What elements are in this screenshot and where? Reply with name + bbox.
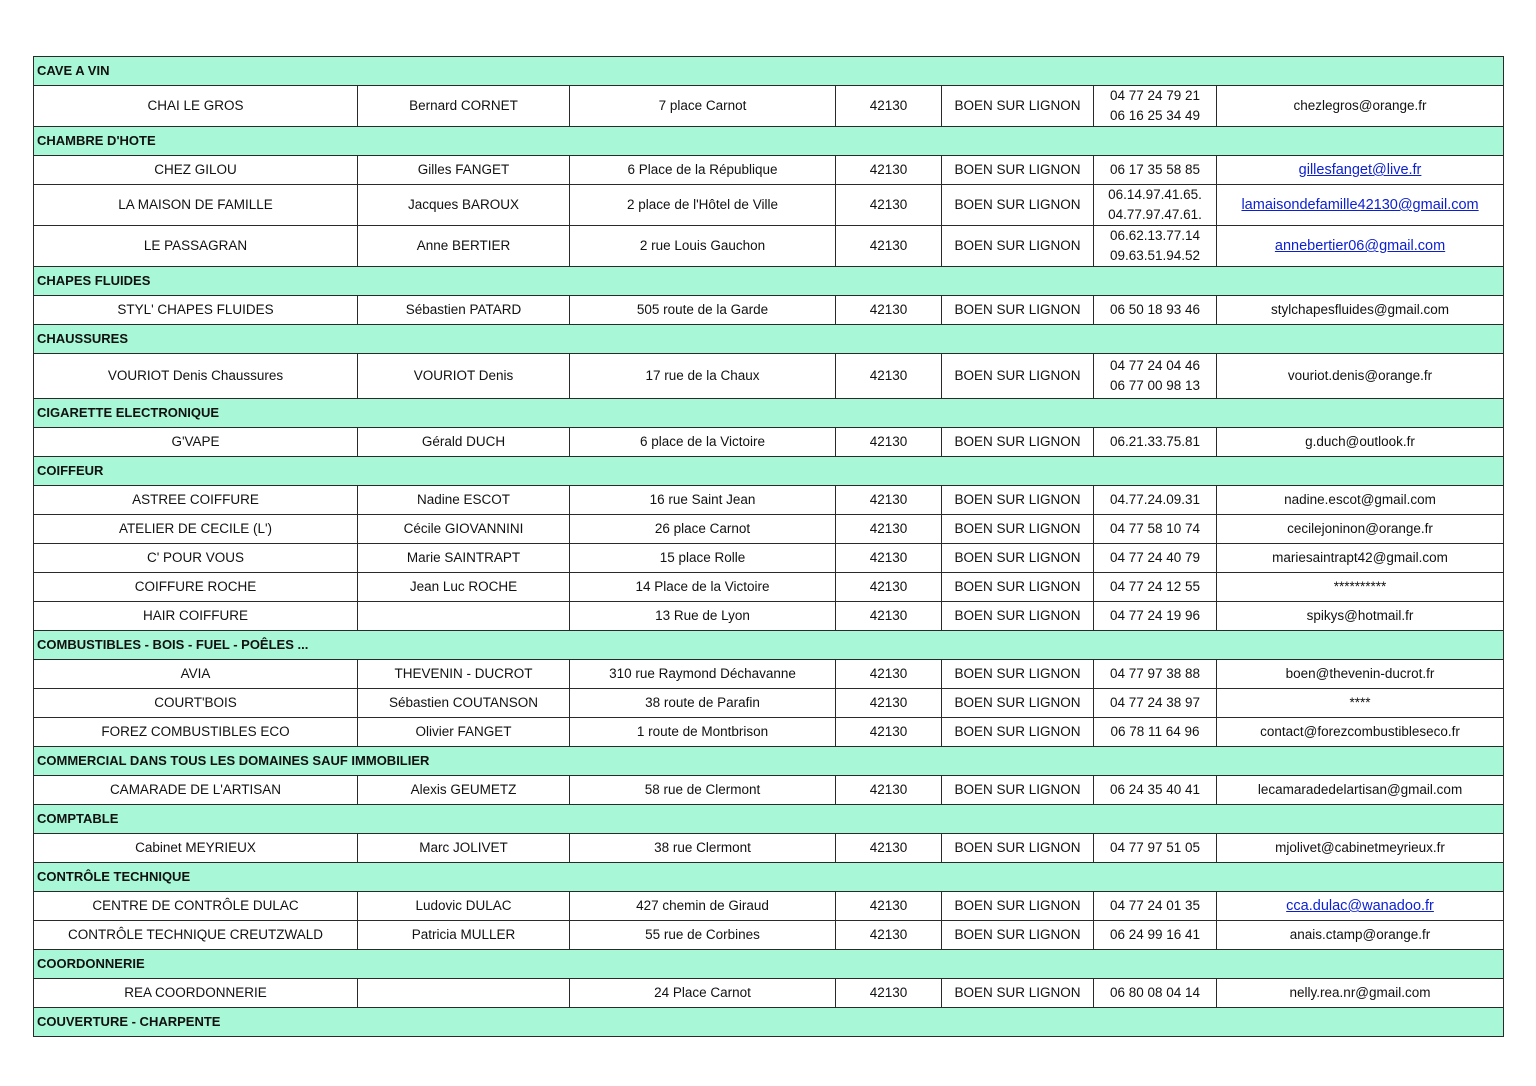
phone-cell [1094,428,1217,457]
phone-number: 04 77 58 10 74 [1109,521,1201,536]
contact-name-cell: Jean Luc ROCHE [358,573,570,602]
category-header-row [34,950,1504,979]
address-cell: 6 place de la Victoire [570,428,836,457]
table-row [34,185,1504,226]
email-link[interactable]: annebertier06@gmail.com [1274,238,1446,254]
phone-cell [1094,156,1217,185]
address-cell: 38 route de Parafin [570,689,836,718]
phone-number: 04 77 97 51 05 [1109,840,1201,855]
city-cell: BOEN SUR LIGNON [942,602,1094,631]
table-row [34,226,1504,267]
contact-name-cell: Gérald DUCH [358,428,570,457]
category-header-row [34,127,1504,156]
category-header-row [34,267,1504,296]
table-row [34,544,1504,573]
table-row [34,776,1504,805]
postal-code-cell: 42130 [836,979,942,1008]
email-cell: boen@thevenin-ducrot.fr [1217,660,1504,689]
postal-code-cell: 42130 [836,602,942,631]
email-cell [1217,185,1504,226]
phone-number: 04 77 24 12 55 [1109,579,1201,594]
address-cell: 310 rue Raymond Déchavanne [570,660,836,689]
email-cell [1217,226,1504,267]
city-cell: BOEN SUR LIGNON [942,660,1094,689]
phone-number: 04 77 24 01 35 [1109,898,1201,913]
city-cell: BOEN SUR LIGNON [942,86,1094,127]
city-cell: BOEN SUR LIGNON [942,718,1094,747]
contact-name-cell: Marc JOLIVET [358,834,570,863]
contact-name-cell [358,979,570,1008]
table-row [34,86,1504,127]
address-cell: 2 place de l'Hôtel de Ville [570,185,836,226]
contact-name-cell: THEVENIN - DUCROT [358,660,570,689]
directory-body [34,57,1504,1037]
city-cell: BOEN SUR LIGNON [942,689,1094,718]
category-label: CAVE A VIN [34,57,1504,86]
address-cell: 505 route de la Garde [570,296,836,325]
postal-code-cell: 42130 [836,226,942,267]
contact-name-cell: Patricia MULLER [358,921,570,950]
business-name-cell: C' POUR VOUS [34,544,358,573]
category-header-row [34,805,1504,834]
business-name-cell: CONTRÔLE TECHNIQUE CREUTZWALD [34,921,358,950]
city-cell: BOEN SUR LIGNON [942,156,1094,185]
phone-number: 04 77 24 19 96 [1109,608,1201,623]
postal-code-cell: 42130 [836,486,942,515]
business-name-cell: CAMARADE DE L'ARTISAN [34,776,358,805]
table-row [34,689,1504,718]
contact-name-cell: Gilles FANGET [358,156,570,185]
email-cell: spikys@hotmail.fr [1217,602,1504,631]
city-cell: BOEN SUR LIGNON [942,979,1094,1008]
phone-number: 06 24 35 40 41 [1109,782,1201,797]
postal-code-cell: 42130 [836,776,942,805]
business-name-cell: AVIA [34,660,358,689]
postal-code-cell: 42130 [836,185,942,226]
phone-number: 09.63.51.94.52 [1109,248,1201,263]
email-cell: mjolivet@cabinetmeyrieux.fr [1217,834,1504,863]
email-cell: lecamaradedelartisan@gmail.com [1217,776,1504,805]
postal-code-cell: 42130 [836,354,942,399]
email-cell: anais.ctamp@orange.fr [1217,921,1504,950]
table-row [34,892,1504,921]
city-cell: BOEN SUR LIGNON [942,185,1094,226]
phone-cell [1094,515,1217,544]
postal-code-cell: 42130 [836,86,942,127]
table-row [34,515,1504,544]
city-cell: BOEN SUR LIGNON [942,776,1094,805]
address-cell: 13 Rue de Lyon [570,602,836,631]
postal-code-cell: 42130 [836,296,942,325]
contact-name-cell: Sébastien PATARD [358,296,570,325]
phone-number: 06 50 18 93 46 [1109,302,1201,317]
phone-number: 04 77 97 38 88 [1109,666,1201,681]
business-name-cell: G'VAPE [34,428,358,457]
address-cell: 26 place Carnot [570,515,836,544]
business-name-cell: FOREZ COMBUSTIBLES ECO [34,718,358,747]
table-row [34,602,1504,631]
postal-code-cell: 42130 [836,921,942,950]
table-row [34,834,1504,863]
business-name-cell: LE PASSAGRAN [34,226,358,267]
address-cell: 17 rue de la Chaux [570,354,836,399]
city-cell: BOEN SUR LIGNON [942,573,1094,602]
city-cell: BOEN SUR LIGNON [942,921,1094,950]
phone-number: 06.62.13.77.14 [1109,228,1201,243]
table-row [34,660,1504,689]
category-header-row [34,1008,1504,1037]
category-header-row [34,57,1504,86]
phone-cell [1094,86,1217,127]
email-cell [1217,156,1504,185]
phone-number: 06 78 11 64 96 [1110,724,1200,739]
email-cell: contact@forezcombustibleseco.fr [1217,718,1504,747]
phone-cell [1094,718,1217,747]
phone-cell [1094,544,1217,573]
address-cell: 6 Place de la République [570,156,836,185]
phone-number: 06.14.97.41.65. [1108,187,1202,202]
contact-name-cell: Nadine ESCOT [358,486,570,515]
business-name-cell: Cabinet MEYRIEUX [34,834,358,863]
category-label: CIGARETTE ELECTRONIQUE [34,399,1504,428]
business-name-cell: STYL' CHAPES FLUIDES [34,296,358,325]
email-link[interactable]: lamaisondefamille42130@gmail.com [1241,197,1479,213]
contact-name-cell: Marie SAINTRAPT [358,544,570,573]
contact-name-cell: Olivier FANGET [358,718,570,747]
business-directory-table [33,56,1504,1037]
contact-name-cell [358,602,570,631]
postal-code-cell: 42130 [836,544,942,573]
phone-cell [1094,296,1217,325]
contact-name-cell: VOURIOT Denis [358,354,570,399]
phone-cell [1094,921,1217,950]
phone-cell [1094,689,1217,718]
business-name-cell: CENTRE DE CONTRÔLE DULAC [34,892,358,921]
phone-number: 04.77.24.09.31 [1109,492,1201,507]
category-header-row [34,325,1504,354]
category-label: COMPTABLE [34,805,1504,834]
contact-name-cell: Bernard CORNET [358,86,570,127]
city-cell: BOEN SUR LIGNON [942,226,1094,267]
business-name-cell: REA COORDONNERIE [34,979,358,1008]
category-label: CHAUSSURES [34,325,1504,354]
email-link[interactable]: cca.dulac@wanadoo.fr [1286,898,1434,914]
table-row [34,354,1504,399]
email-cell: ********** [1217,573,1504,602]
postal-code-cell: 42130 [836,573,942,602]
address-cell: 7 place Carnot [570,86,836,127]
email-cell: mariesaintrapt42@gmail.com [1217,544,1504,573]
phone-number: 04 77 24 04 46 [1109,358,1201,373]
phone-cell [1094,185,1217,226]
business-name-cell: CHEZ GILOU [34,156,358,185]
phone-cell [1094,834,1217,863]
city-cell: BOEN SUR LIGNON [942,296,1094,325]
email-cell: stylchapesfluides@gmail.com [1217,296,1504,325]
table-row [34,486,1504,515]
email-cell: nelly.rea.nr@gmail.com [1217,979,1504,1008]
business-name-cell: COIFFURE ROCHE [34,573,358,602]
business-name-cell: COURT'BOIS [34,689,358,718]
business-name-cell: CHAI LE GROS [34,86,358,127]
address-cell: 427 chemin de Giraud [570,892,836,921]
table-row [34,921,1504,950]
address-cell: 2 rue Louis Gauchon [570,226,836,267]
category-label: COUVERTURE - CHARPENTE [34,1008,1504,1037]
contact-name-cell: Cécile GIOVANNINI [358,515,570,544]
address-cell: 1 route de Montbrison [570,718,836,747]
phone-cell [1094,226,1217,267]
email-cell: vouriot.denis@orange.fr [1217,354,1504,399]
city-cell: BOEN SUR LIGNON [942,515,1094,544]
email-cell [1217,892,1504,921]
category-label: COMMERCIAL DANS TOUS LES DOMAINES SAUF IMMOBILIER [34,747,1504,776]
category-label: COORDONNERIE [34,950,1504,979]
city-cell: BOEN SUR LIGNON [942,544,1094,573]
phone-cell [1094,354,1217,399]
category-header-row [34,747,1504,776]
city-cell: BOEN SUR LIGNON [942,486,1094,515]
address-cell: 24 Place Carnot [570,979,836,1008]
category-header-row [34,457,1504,486]
phone-number: 04 77 24 40 79 [1109,550,1201,565]
phone-number: 04 77 24 79 21 [1109,88,1201,103]
contact-name-cell: Anne BERTIER [358,226,570,267]
postal-code-cell: 42130 [836,718,942,747]
phone-cell [1094,573,1217,602]
table-row [34,573,1504,602]
phone-cell [1094,660,1217,689]
contact-name-cell: Ludovic DULAC [358,892,570,921]
phone-number: 04 77 24 38 97 [1109,695,1201,710]
category-label: CHAMBRE D'HOTE [34,127,1504,156]
business-name-cell: LA MAISON DE FAMILLE [34,185,358,226]
contact-name-cell: Sébastien COUTANSON [358,689,570,718]
city-cell: BOEN SUR LIGNON [942,354,1094,399]
address-cell: 15 place Rolle [570,544,836,573]
category-label: COMBUSTIBLES - BOIS - FUEL - POÊLES ... [34,631,1504,660]
phone-cell [1094,776,1217,805]
table-row [34,718,1504,747]
postal-code-cell: 42130 [836,428,942,457]
phone-number: 04.77.97.47.61. [1108,207,1202,222]
phone-number: 06 80 08 04 14 [1109,985,1201,1000]
phone-cell [1094,979,1217,1008]
postal-code-cell: 42130 [836,892,942,921]
phone-cell [1094,602,1217,631]
business-name-cell: ASTREE COIFFURE [34,486,358,515]
category-label: CONTRÔLE TECHNIQUE [34,863,1504,892]
phone-cell [1094,892,1217,921]
email-cell: nadine.escot@gmail.com [1217,486,1504,515]
phone-number: 06.21.33.75.81 [1109,434,1201,449]
table-row [34,979,1504,1008]
email-cell: chezlegros@orange.fr [1217,86,1504,127]
category-label: COIFFEUR [34,457,1504,486]
address-cell: 58 rue de Clermont [570,776,836,805]
phone-number: 06 77 00 98 13 [1109,378,1201,393]
city-cell: BOEN SUR LIGNON [942,834,1094,863]
table-row [34,428,1504,457]
table-row [34,156,1504,185]
category-header-row [34,863,1504,892]
email-link[interactable]: gillesfanget@live.fr [1298,162,1422,178]
email-cell: **** [1217,689,1504,718]
phone-number: 06 24 99 16 41 [1109,927,1201,942]
address-cell: 55 rue de Corbines [570,921,836,950]
business-name-cell: HAIR COIFFURE [34,602,358,631]
business-name-cell: ATELIER DE CECILE (L') [34,515,358,544]
phone-number: 06 16 25 34 49 [1109,108,1201,123]
postal-code-cell: 42130 [836,660,942,689]
postal-code-cell: 42130 [836,689,942,718]
table-row [34,296,1504,325]
category-label: CHAPES FLUIDES [34,267,1504,296]
contact-name-cell: Alexis GEUMETZ [358,776,570,805]
contact-name-cell: Jacques BAROUX [358,185,570,226]
business-name-cell: VOURIOT Denis Chaussures [34,354,358,399]
city-cell: BOEN SUR LIGNON [942,892,1094,921]
category-header-row [34,399,1504,428]
phone-number: 06 17 35 58 85 [1109,162,1201,177]
category-header-row [34,631,1504,660]
postal-code-cell: 42130 [836,515,942,544]
postal-code-cell: 42130 [836,834,942,863]
email-cell: g.duch@outlook.fr [1217,428,1504,457]
address-cell: 14 Place de la Victoire [570,573,836,602]
city-cell: BOEN SUR LIGNON [942,428,1094,457]
address-cell: 16 rue Saint Jean [570,486,836,515]
email-cell: cecilejoninon@orange.fr [1217,515,1504,544]
phone-cell [1094,486,1217,515]
postal-code-cell: 42130 [836,156,942,185]
address-cell: 38 rue Clermont [570,834,836,863]
